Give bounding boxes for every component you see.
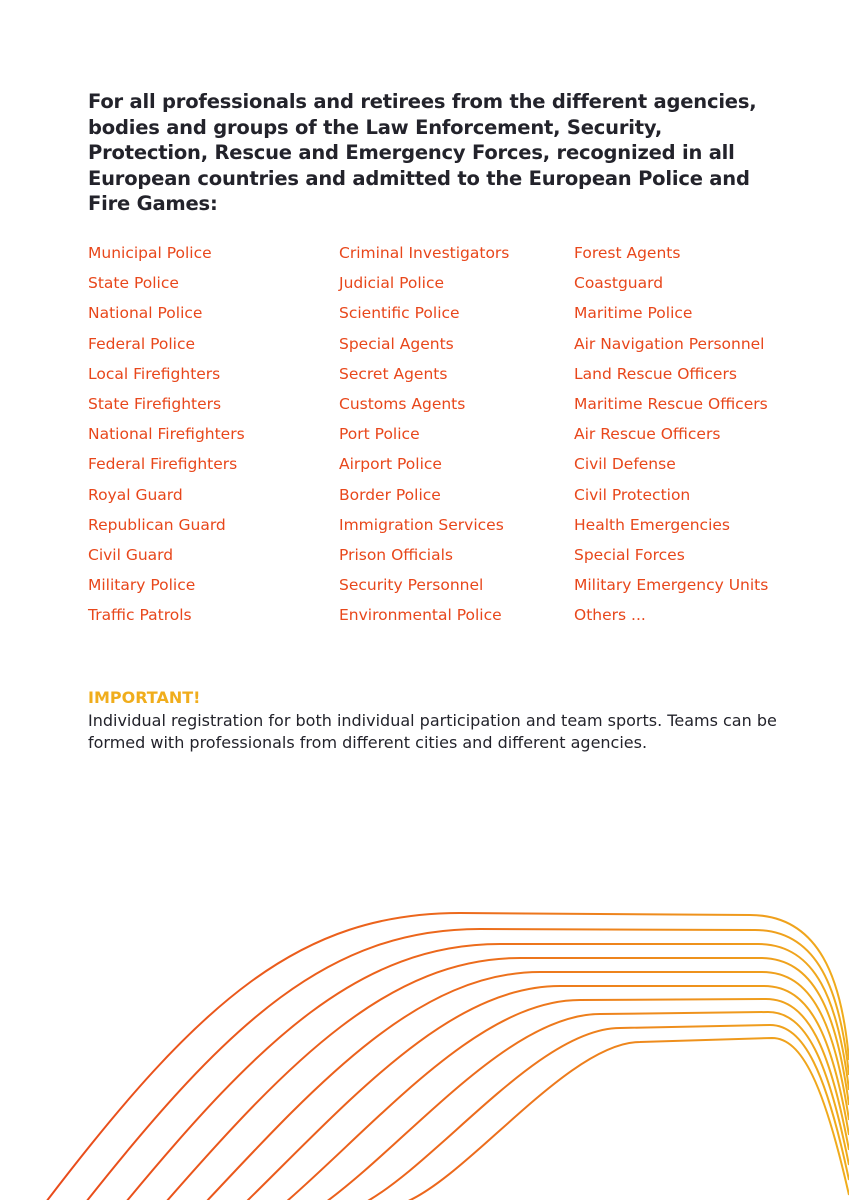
- agency-item: Special Forces: [574, 545, 685, 564]
- agency-item: Criminal Investigators: [339, 244, 510, 262]
- important-title: IMPORTANT!: [88, 688, 201, 707]
- agency-item: National Police: [88, 304, 203, 323]
- agency-item: Civil Protection: [574, 485, 691, 504]
- wave-line: [246, 986, 849, 1200]
- agency-item: Airport Police: [339, 455, 442, 474]
- agency-item: Federal Firefighters: [88, 455, 238, 474]
- agency-item: Land Rescue Officers: [574, 364, 737, 383]
- agency-column-2: [339, 241, 509, 633]
- agency-item: Security Personnel: [339, 576, 484, 595]
- agency-item: Local Firefighters: [88, 364, 221, 383]
- decorative-waves: [0, 880, 849, 1200]
- wave-line: [366, 1025, 849, 1200]
- agency-item: Judicial Police: [339, 274, 445, 293]
- agency-item: Health Emergencies: [574, 515, 730, 534]
- agency-item: Port Police: [339, 425, 420, 444]
- agency-item: Federal Police: [88, 334, 196, 353]
- wave-line: [206, 972, 849, 1200]
- agency-item: Air Navigation Personnel: [574, 334, 765, 353]
- agency-item: Others ...: [574, 606, 646, 625]
- agency-item: Forest Agents: [574, 244, 681, 262]
- agency-item: Scientific Police: [339, 304, 460, 323]
- intro-heading: For all professionals and retirees from the different agencies, bodies and groups of the Law Enforcement, Security, Protection, Rescue and Emergency Forces, recognized in all European countries and admitted to the European Police and Fire Games:: [88, 90, 757, 215]
- agency-item: Traffic Patrols: [88, 606, 192, 625]
- agency-column-3: [574, 241, 768, 633]
- important-text: Individual registration for both individual participation and team sports. Teams can be formed with professionals from different cities and different agencies.: [88, 711, 777, 752]
- agency-item: Royal Guard: [88, 485, 183, 504]
- agency-item: Customs Agents: [339, 394, 466, 413]
- agency-item: Military Emergency Units: [574, 576, 769, 595]
- agency-item: Civil Defense: [574, 455, 676, 474]
- agency-item: Air Rescue Officers: [574, 425, 721, 444]
- agency-item: Republican Guard: [88, 515, 226, 534]
- agency-item: Municipal Police: [88, 244, 212, 262]
- agency-item: Military Police: [88, 576, 196, 595]
- wave-line: [326, 1012, 849, 1200]
- agency-item: Prison Officials: [339, 545, 453, 564]
- agency-item: Immigration Services: [339, 515, 504, 534]
- wave-line: [286, 999, 849, 1200]
- agency-item: Environmental Police: [339, 606, 502, 625]
- agency-item: State Police: [88, 274, 179, 293]
- agency-item: Maritime Rescue Officers: [574, 394, 768, 413]
- wave-line: [126, 944, 849, 1200]
- agency-item: Civil Guard: [88, 545, 174, 564]
- agency-item: Secret Agents: [339, 364, 448, 383]
- agency-column-1: [88, 241, 245, 633]
- agency-item: Special Agents: [339, 334, 454, 353]
- agency-item: Border Police: [339, 485, 441, 504]
- agency-item: Coastguard: [574, 274, 664, 293]
- wave-line: [406, 1038, 849, 1200]
- agency-item: Maritime Police: [574, 304, 693, 323]
- agency-item: National Firefighters: [88, 425, 245, 444]
- agency-item: State Firefighters: [88, 394, 222, 413]
